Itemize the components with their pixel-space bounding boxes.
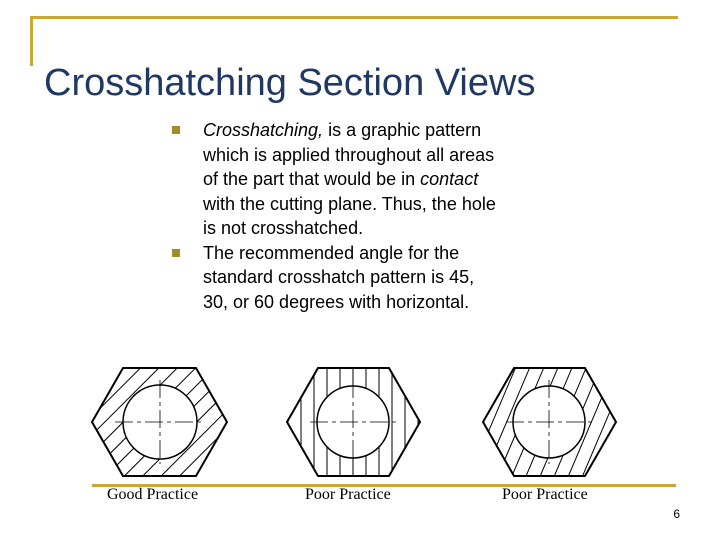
accent-bar-top xyxy=(30,16,678,19)
hatch-line xyxy=(614,366,700,485)
bullet-term-contact: contact xyxy=(420,169,479,189)
bullet-text-1-part-4: with the cutting plane. Thus, the hole is not crosshatched. xyxy=(203,193,496,238)
caption-good-practice: Good Practice xyxy=(107,486,199,503)
hatch-line xyxy=(626,372,712,485)
square-bullet-icon xyxy=(172,249,180,257)
hex-section-good xyxy=(0,360,330,485)
accent-bar-left xyxy=(30,16,33,66)
caption-poor-practice-2: Poor Practice xyxy=(502,486,588,503)
bullet-term-crosshatching: Crosshatching, xyxy=(203,120,324,140)
square-bullet-icon xyxy=(172,126,180,134)
slide-title: Crosshatching Section Views xyxy=(44,62,536,104)
section-view-figures xyxy=(0,360,720,485)
caption-poor-practice-1: Poor Practice xyxy=(305,486,391,503)
hatch-line xyxy=(174,436,330,485)
bullet-item-2 xyxy=(172,241,502,315)
bullet-text-2: The recommended angle for the standard crosshatch pattern is 45, 30, or 60 degrees with horizontal. xyxy=(203,242,475,312)
hatch-line xyxy=(386,360,472,472)
bullet-item-1 xyxy=(172,118,502,241)
bullet-text-1-part-2: is a graphic pattern which is applied throughout all areas of the part that would be in xyxy=(203,120,495,189)
hex-section-poor-vertical xyxy=(223,360,483,485)
hatch-line xyxy=(590,360,676,485)
bullet-text-1 xyxy=(203,120,496,238)
bullet-list xyxy=(172,118,502,314)
hatch-line xyxy=(398,360,484,478)
page-number: 6 xyxy=(673,507,680,521)
hex-section-poor-steep xyxy=(386,360,711,485)
hatch-line xyxy=(422,360,508,485)
